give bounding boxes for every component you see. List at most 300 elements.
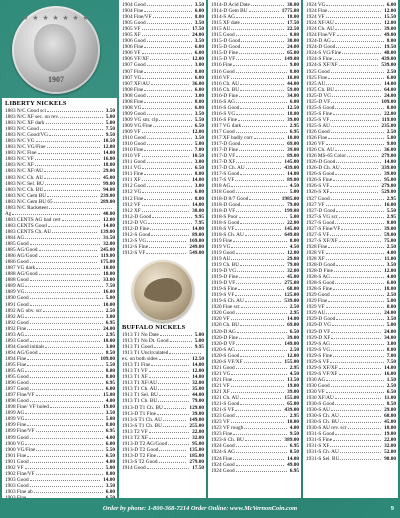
item-description: 1924-S Fine — [306, 56, 333, 63]
item-description: 1921 Good — [211, 364, 235, 371]
item-description: 1903 Fine ab — [5, 488, 33, 495]
leader-dots — [30, 298, 103, 299]
price-list-col3 — [211, 2, 299, 474]
item-description: 1916 VF — [211, 74, 230, 81]
leader-dots — [240, 404, 284, 405]
leader-dots — [236, 350, 287, 351]
leader-dots — [335, 23, 381, 24]
leader-dots — [236, 471, 287, 472]
item-description: 1917-D XF — [211, 159, 236, 166]
item-price: 6.50 — [105, 452, 115, 459]
item-price: 45.00 — [103, 174, 115, 181]
leader-dots — [147, 114, 192, 115]
leader-dots — [339, 368, 381, 369]
leader-dots — [147, 65, 192, 66]
item-description: 1884 AG — [5, 234, 25, 241]
item-description: 1903 Good — [5, 476, 29, 483]
item-price: 14.00 — [103, 476, 115, 483]
item-description: 1913 T1 Sel. BU — [122, 392, 158, 399]
leader-dots — [239, 217, 287, 218]
item-description: 1928 XF — [306, 255, 325, 262]
leader-dots — [25, 371, 102, 372]
leader-dots — [241, 47, 284, 48]
item-price: 18.00 — [103, 271, 115, 278]
item-description: 1929-S VG — [306, 346, 331, 353]
leader-dots — [27, 456, 102, 457]
item-description: 1924 XF/AU — [306, 20, 334, 27]
item-description: 1921 XF — [211, 389, 230, 395]
item-description: 1888 Good — [5, 277, 29, 284]
item-description: 1917-S VF — [211, 177, 235, 184]
leader-dots — [337, 35, 382, 36]
item-description: 1929-D VF — [306, 328, 331, 335]
leader-dots — [241, 144, 284, 145]
item-description: 1918-D Good — [211, 201, 241, 208]
item-description: 1923 Fine — [211, 431, 233, 438]
item-description: 1931-S Sel. BU — [306, 455, 340, 462]
leader-dots — [142, 132, 189, 133]
item-price: 59.00 — [287, 86, 299, 93]
item-description: 1919-D Fine — [211, 274, 238, 281]
item-description: 1919-D VF — [211, 280, 236, 287]
item-price: 17.50 — [192, 26, 204, 33]
leader-dots — [158, 383, 189, 384]
item-price: 24.00 — [384, 328, 396, 335]
leader-dots — [151, 365, 189, 366]
item-description: 1903 Fine — [5, 495, 27, 498]
item-price: 4.00 — [289, 425, 299, 432]
leader-dots — [44, 171, 100, 172]
item-price: 17.50 — [192, 465, 204, 471]
item-price: 69.00 — [287, 141, 299, 148]
item-price: 32.00 — [287, 268, 299, 275]
item-description: 1918-S Poor — [211, 213, 238, 220]
leader-dots — [151, 235, 189, 236]
leader-dots — [159, 359, 189, 360]
item-price: 14.00 — [192, 362, 204, 369]
item-description: 1915 XF date — [211, 20, 240, 27]
item-description: 1906 VF/XF — [122, 56, 149, 63]
leader-dots — [25, 292, 100, 293]
item-description: 1920-D AG — [211, 328, 236, 335]
item-description: 1899 Fine/VF — [5, 428, 35, 435]
item-description: 1917-D Good — [211, 141, 241, 148]
item-price: 3.50 — [194, 110, 204, 117]
item-description: 1907 Good — [122, 62, 146, 69]
item-price: 3.50 — [105, 108, 115, 114]
leader-dots — [240, 174, 284, 175]
item-price: 5.00 — [105, 295, 115, 302]
leader-dots — [236, 368, 287, 369]
item-description: 1924 Good — [211, 443, 235, 450]
item-price: 22.00 — [192, 428, 204, 435]
leader-dots — [147, 96, 192, 97]
item-price: 145.00 — [284, 159, 299, 166]
item-description: 1919-D VG — [211, 268, 237, 275]
item-description: 1927-S Fine/VF — [306, 225, 341, 232]
item-price: 24.00 — [384, 310, 396, 317]
leader-dots — [142, 211, 189, 212]
item-description: 1914 Good — [122, 465, 146, 471]
item-price: 8.00 — [386, 38, 396, 45]
leader-dots — [52, 232, 97, 233]
leader-dots — [339, 65, 379, 66]
leader-dots — [231, 247, 286, 248]
item-price: 5.00 — [194, 141, 204, 148]
leader-dots — [36, 450, 102, 451]
item-description: 1920-S AG — [211, 346, 235, 353]
item-price: 18.00 — [287, 110, 299, 117]
item-description: 1913-D T1 Ch. BU — [122, 404, 163, 411]
liberty-head-relief — [34, 24, 76, 72]
item-description: 1928-S Fine — [306, 286, 333, 293]
leader-dots — [340, 459, 381, 460]
item-price: 9.95 — [194, 213, 204, 220]
leader-dots — [245, 301, 282, 302]
leader-dots — [40, 129, 103, 130]
item-price: 12.00 — [103, 144, 115, 151]
leader-dots — [150, 59, 189, 60]
leader-dots — [249, 199, 278, 200]
item-description: 1913-D T2 Good — [122, 446, 159, 453]
item-price: 39.00 — [384, 26, 396, 33]
leader-dots — [30, 305, 100, 306]
item-description: 1885 AG/Good — [5, 247, 38, 254]
leader-dots — [335, 150, 381, 151]
item-description: 1918-S VF — [211, 225, 235, 232]
leader-dots — [328, 138, 383, 139]
item-price: 12.00 — [103, 216, 115, 223]
leader-dots — [326, 84, 381, 85]
item-price: 32.00 — [192, 380, 204, 387]
item-price: 2.50 — [386, 68, 396, 75]
leader-dots — [144, 11, 191, 12]
item-description: 1913-S T2 Good — [122, 458, 158, 465]
item-price: 11.00 — [384, 395, 396, 402]
item-description: 1908 Good — [122, 92, 146, 99]
item-price: 12.00 — [384, 20, 396, 27]
leader-dots — [154, 347, 192, 348]
item-price: 5.00 — [194, 331, 204, 338]
item-price: 169.00 — [189, 237, 204, 244]
item-price: 2.50 — [289, 304, 299, 311]
item-description: 1912-S Fine — [122, 243, 149, 250]
item-description: 1921 VG — [211, 370, 231, 377]
leader-dots — [164, 408, 187, 409]
item-description: 1913 T1 Ch. BU — [122, 398, 158, 405]
item-description: 1903 Good — [5, 482, 29, 489]
leader-dots — [62, 220, 100, 221]
item-price: 5.00 — [105, 120, 115, 127]
item-price: 15.00 — [103, 392, 115, 399]
item-description: 1920-D VF — [211, 340, 236, 347]
leader-dots — [236, 114, 284, 115]
leader-dots — [328, 301, 383, 302]
item-description: 1916 Ch. BU — [211, 86, 240, 93]
leader-dots — [331, 410, 381, 411]
leader-dots — [36, 474, 103, 475]
leader-dots — [25, 413, 102, 414]
item-description: 1889 VG — [5, 289, 25, 296]
leader-dots — [30, 462, 103, 463]
item-description: 1929 Good — [306, 292, 330, 299]
item-description: 1920 VF — [211, 316, 230, 323]
leader-dots — [239, 53, 284, 54]
item-price: 68.00 — [384, 413, 396, 420]
item-price: 14.00 — [287, 316, 299, 323]
item-price: 12.00 — [192, 368, 204, 375]
item-description: 1901 Good — [5, 458, 29, 465]
item-price: 4.50 — [289, 183, 299, 190]
price-row — [211, 468, 299, 474]
item-description: 1917-S Good — [211, 171, 240, 178]
item-description: 1924 Good — [211, 461, 235, 468]
item-description: 1883 N/C Ch. BU — [5, 186, 44, 193]
item-description: 1928-D Fine — [306, 268, 333, 275]
liberty-price-list — [5, 108, 115, 498]
leader-dots — [331, 126, 378, 127]
item-price: 1985.00 — [281, 195, 299, 202]
item-price: 65.00 — [287, 401, 299, 408]
item-price: 29.00 — [287, 255, 299, 262]
item-price: 16.00 — [384, 370, 396, 377]
leader-dots — [330, 235, 381, 236]
item-description: 1913 T1 Good — [122, 344, 153, 351]
leader-dots — [158, 401, 189, 402]
item-description: 1918-S Ch. AU — [211, 231, 244, 238]
item-price: 539.00 — [381, 62, 396, 69]
leader-dots — [328, 78, 383, 79]
item-price: 14.00 — [103, 222, 115, 229]
item-price: 5.00 — [194, 338, 204, 345]
item-description: 1931-S XF — [306, 443, 330, 450]
leader-dots — [342, 53, 381, 54]
item-description: 1913 T1 XF — [122, 374, 148, 381]
leader-dots — [242, 126, 287, 127]
leader-dots — [333, 356, 384, 357]
item-price: 14.00 — [192, 374, 204, 381]
leader-dots — [328, 11, 381, 12]
item-price: 5.00 — [386, 135, 396, 142]
item-description: 1919 Fine — [211, 237, 233, 244]
item-description: 1904 Fine/VF — [122, 14, 152, 21]
item-description: 1899 Good — [5, 434, 29, 441]
item-description: 1919 Ch. BU — [211, 262, 240, 269]
item-price: 3.00 — [386, 340, 396, 347]
leader-dots — [149, 371, 189, 372]
leader-dots — [240, 265, 284, 266]
leader-dots — [144, 174, 192, 175]
leader-dots — [236, 211, 281, 212]
item-description: 1917 Good — [211, 128, 235, 135]
item-description: 1926 Fine — [306, 135, 328, 142]
leader-dots — [236, 416, 287, 417]
leader-dots — [330, 446, 381, 447]
leader-dots — [246, 168, 282, 169]
item-description: 1895 AG — [5, 368, 25, 375]
item-description: 1919-S Fine — [211, 286, 238, 293]
item-description: 1904 Fine — [122, 8, 144, 15]
item-description: 1906 Good — [122, 38, 146, 45]
leader-dots — [330, 192, 378, 193]
leader-dots — [235, 410, 281, 411]
item-description: 1909 VG sm. clp — [122, 116, 159, 123]
item-description: 1923 Good — [211, 413, 235, 420]
item-price: 6.00 — [194, 189, 204, 196]
item-price: 199.00 — [284, 207, 299, 214]
leader-dots — [157, 414, 189, 415]
item-price: 39.00 — [287, 334, 299, 341]
item-description: 1917-D Ch. AU — [211, 165, 245, 172]
item-price: 5.50 — [386, 207, 396, 214]
leader-dots — [347, 156, 378, 157]
item-description: 1908 Fine — [122, 98, 144, 105]
leader-dots — [30, 401, 103, 402]
leader-dots — [30, 438, 103, 439]
item-price: 30.00 — [287, 2, 299, 8]
item-price: 22.00 — [384, 437, 396, 444]
item-price: 119.00 — [381, 116, 396, 123]
item-price: 12.00 — [384, 268, 396, 275]
item-price: 5.00 — [289, 189, 299, 196]
item-description: 1926-S Fine — [306, 177, 333, 184]
item-price: 7.00 — [194, 147, 204, 154]
item-description: 1930-S Ch. BU — [306, 419, 339, 426]
item-price: 40.00 — [103, 210, 115, 217]
item-description: 1916-D Fine — [211, 92, 238, 99]
item-price: 64.00 — [384, 86, 396, 93]
item-price: 95.00 — [192, 440, 204, 447]
item-price: 6.00 — [105, 440, 115, 447]
item-description: 1901 Fine — [5, 452, 27, 459]
leader-dots — [144, 72, 191, 73]
item-description: 1883 CENTS Good — [5, 222, 47, 229]
item-price: 6.00 — [289, 98, 299, 105]
item-price: 145.00 — [284, 225, 299, 232]
leader-dots — [147, 23, 192, 24]
item-description: 1930 AG — [306, 376, 326, 383]
item-price: 44.00 — [192, 392, 204, 399]
price-row — [122, 465, 204, 471]
item-price: 8.00 — [105, 374, 115, 381]
item-price: 34.00 — [384, 334, 396, 341]
item-price: 16.00 — [103, 289, 115, 296]
item-description: 1929-S VF — [306, 358, 330, 365]
item-description: 1921-S VF — [211, 407, 235, 414]
leader-dots — [331, 277, 384, 278]
item-description: 1905 XF — [122, 32, 141, 39]
item-price: 6.00 — [386, 280, 396, 287]
item-price: 14.00 — [287, 171, 299, 178]
item-description: 1916 Fine — [211, 62, 233, 69]
item-description: 1929-S AG — [306, 340, 330, 347]
item-description: 1926 Good — [306, 128, 330, 135]
leader-dots — [326, 380, 383, 381]
item-description: 1913 T1 Fine — [122, 362, 151, 369]
leader-dots — [331, 344, 384, 345]
item-description: 1920 Good — [211, 310, 235, 317]
leader-dots — [340, 422, 381, 423]
leader-dots — [35, 165, 100, 166]
item-description: 1926 MS-65 Color — [306, 153, 347, 160]
leader-dots — [241, 23, 284, 24]
item-description: 1891 Good — [5, 301, 29, 308]
item-price: 149.00 — [284, 56, 299, 63]
item-price: 79.00 — [287, 201, 299, 208]
item-description: 1898 Fine/ VF holed — [5, 404, 49, 411]
leader-dots — [25, 468, 103, 469]
item-description: 1931-S Fine — [306, 437, 333, 444]
item-price: 439.00 — [381, 56, 396, 63]
item-price: 9.50 — [105, 132, 115, 139]
leader-dots — [335, 174, 381, 175]
liberty-nickels-heading: LIBERTY NICKELS — [5, 100, 67, 107]
leader-dots — [146, 253, 186, 254]
leader-dots — [236, 452, 287, 453]
item-price: 79.00 — [192, 398, 204, 405]
leader-dots — [240, 356, 284, 357]
leader-dots — [27, 425, 102, 426]
leader-dots — [34, 492, 103, 493]
leader-dots — [149, 247, 186, 248]
item-description: 1912-S VG — [122, 237, 147, 244]
item-price: 89.00 — [192, 231, 204, 238]
item-price: 79.00 — [287, 262, 299, 269]
item-description: 1883 N/C Sel. BU — [5, 180, 44, 187]
item-price: 4.00 — [386, 274, 396, 281]
item-description: 1883 N/C Racketeer — [5, 204, 49, 211]
liberty-list-panel — [2, 98, 117, 498]
item-price: 36.00 — [384, 147, 396, 154]
item-description: 1915 Good — [211, 32, 235, 39]
item-price: 16.00 — [103, 156, 115, 163]
item-price: 4.00 — [105, 398, 115, 405]
item-description: 1924 Ch. AU — [306, 26, 335, 33]
item-price: 2.95 — [289, 122, 299, 129]
item-price: 6.95 — [105, 428, 115, 435]
leader-dots — [45, 184, 100, 185]
item-description: 1924-S VG/Fine — [306, 50, 342, 57]
item-description: 1892 Good — [5, 319, 29, 326]
item-description: 1913 T1 Uncirculated — [122, 350, 169, 357]
item-description: 1913 T1 No Date — [122, 331, 159, 338]
leader-dots — [244, 362, 282, 363]
item-description: 1883 N/C Fine — [5, 150, 37, 157]
item-price: 69.00 — [287, 322, 299, 329]
leader-dots — [25, 335, 102, 336]
leader-dots — [244, 428, 286, 429]
item-price: 249.00 — [189, 243, 204, 250]
item-price: 8.00 — [194, 68, 204, 75]
item-description: 1906 VF — [122, 50, 141, 57]
leader-dots — [326, 307, 384, 308]
item-description: 1899 AG — [5, 410, 25, 417]
item-description: 1924 VF — [306, 14, 325, 21]
item-description: 1913 T1 XF/AU — [122, 380, 157, 387]
item-price: 8.00 — [194, 98, 204, 105]
item-price: 185.00 — [189, 452, 204, 459]
item-price: 3.50 — [194, 135, 204, 142]
item-price: 8.00 — [386, 219, 396, 226]
item-description: 1912-D Good — [122, 213, 152, 220]
item-price: 5.50 — [105, 361, 115, 368]
item-description: 1883 N/C Gem BU — [5, 192, 47, 199]
item-description: 1921 Ch. AU — [211, 395, 240, 402]
item-price: 3.00 — [194, 159, 204, 166]
item-price: 439.00 — [284, 165, 299, 172]
item-price: 2.50 — [289, 346, 299, 353]
price-row — [122, 250, 204, 256]
